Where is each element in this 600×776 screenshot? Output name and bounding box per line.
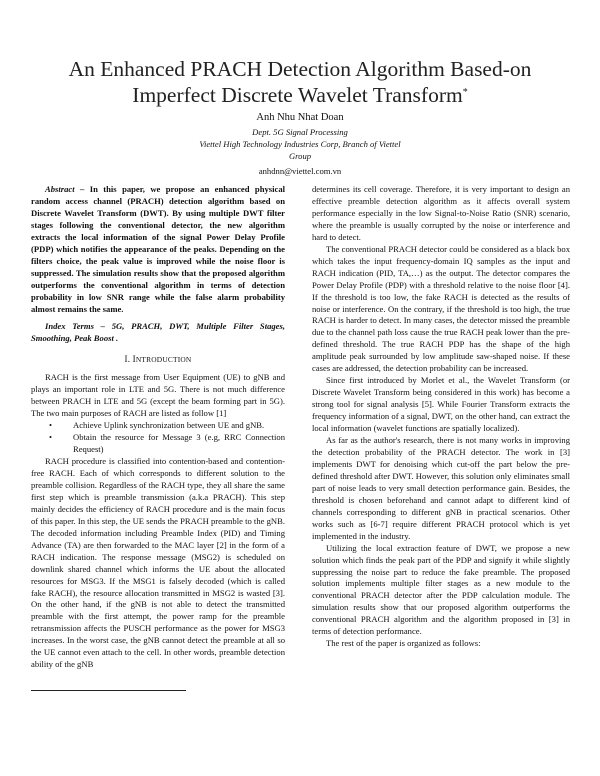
abstract-label: Abstract xyxy=(45,184,75,194)
intro-paragraph-7: Utilizing the local extraction feature of DWT, we propose a new solution which finds the peak part of the PDP and signify it while slightly suppressing the noise part to reduce the fake preamble. The proposed solution implements multiple filter stages as a new module to the conventional PRACH detector after the PDP calculation module. The simulation results show that our proposed algorithm outperforms the conventional PRACH algorithm and the algorithm proposed in [3] in terms of detection performance. xyxy=(312,542,570,637)
intro-paragraph-4: The conventional PRACH detector could be considered as a black box which takes the input frequency-domain IQ samples as the input and RACH indication (PID, TA,…) as the output. The detector compares the Power Delay Profile (PDP) with a threshold relative to the noise floor [4]. If the threshold is too low, the fake RACH is detected as the results of noise or interference. On the contrary, if the threshold is too high, the true RACH is harder to detect. In many cases, the detector missed the preamble due to the channel path loss cause the true RACH peak lower than the pre-defined threshold. The true RACH PDP has the shape of the high amplitude peak surrounded by low amplitude saw-shaped noise. If these cases are addressed, the detection probability can be increased. xyxy=(312,243,570,374)
author-name: Anh Nhu Nhat Doan xyxy=(256,112,344,123)
footnote-divider xyxy=(31,690,186,691)
affiliation-org: Viettel High Technology Industries Corp, Branch of Viettel xyxy=(199,139,401,149)
bullet-icon: • xyxy=(49,432,53,443)
intro-paragraph-8: The rest of the paper is organized as follows: xyxy=(326,638,481,649)
intro-paragraph-6: As far as the author's research, there is not many works in improving the detection probability of the PRACH detector. The work in [3] implements DWT for denoising which cut-off the part below the pre-defined threshold after DWT. However, this solution only eliminates small part of noise leads to very small detection performance gain. Besides, the threshold is chosen beforehand and cannot adapt to different kind of channels corresponding to different gNB in practical scenarios. Other works such as [6-7] require different PRACH protocol which is yet implemented in the industry. xyxy=(312,435,570,541)
intro-paragraph-2: RACH procedure is classified into contention-based and contention-free RACH. Each of which corresponds to different solution to the preamble collision. Regardless of the RACH type, they all share the same first step which is preamble transmission (a.k.a PRACH). This step mainly decides the efficiency of RACH procedure and is the main focus of this paper. In this step, the UE sends the PRACH preamble to the gNB. The decoded information including Preamble Index (PID) and Timing Advance (TA) are then forwarded to the MAC layer [2] in the form of a RACH indication. The response message (MSG2) is scheduled on downlink shared channel which informs the UE about the allocated resources for MSG3. If the MSG1 is falsely decoded (which is called fake RACH), the resource allocation transmitted in MSG2 is wasted [3]. On the other hand, if the gNB is not able to detect the transmitted preamble with the first attempt, the power ramp for the preamble retransmission affects the PUSCH performance as the power for MSG3 increases. In the worst case, the gNB cannot detect the preamble at all so the UE cannot even attach to the cell. In other words, preamble detection ability of the gNB xyxy=(31,456,285,670)
title-line-2: Imperfect Discrete Wavelet Transform xyxy=(132,83,463,107)
bullet-icon: • xyxy=(49,420,53,431)
left-column xyxy=(31,184,285,671)
intro-paragraph-3: determines its cell coverage. Therefore, it is very important to design an effective preamble detection algorithm as it affects overall system performance especially in the low Signal-to-Noise Ratio (SNR) scenario, where the preamble is usually corrupted by the noise or interference and hard to detect. xyxy=(312,184,570,242)
affiliation-group: Group xyxy=(288,151,312,161)
abstract xyxy=(31,184,285,315)
list-item: • Obtain the resource for Message 3 (e.g, RRC Connection Request) xyxy=(49,432,285,455)
intro-paragraph-5: Since first introduced by Morlet et al., the Wavelet Transform (or Discrete Wavelet Transform being considered in this work) has become a strong tool for signal analysis [5]. While Fourier Transform extracts the frequency information of a signal, DWT, on the other hand, can extract the local information (wavelet functions are spatially localized). xyxy=(312,375,570,434)
purpose-list xyxy=(31,420,285,456)
author-email: anhdnn@viettel.com.vn xyxy=(258,166,342,176)
intro-paragraph-1: RACH is the first message from User Equipment (UE) to gNB and plays an important role in LTE and 5G. There is not much difference between PRACH in LTE and 5G (except the beam forming part in 5G). The two main purposes of RACH are listed as follow [1] xyxy=(31,372,285,419)
affiliation-dept: Dept. 5G Signal Processing xyxy=(252,127,348,137)
section-heading-introduction: I. INTRODUCTION xyxy=(124,354,192,365)
title-footnote-mark: * xyxy=(462,87,468,98)
list-item: • Achieve Uplink synchronization between UE and gNB. xyxy=(49,420,265,431)
abstract-text: – In this paper, we propose an enhanced physical random access channel (PRACH) detection algorithm based on Discrete Wavelet Transform (DWT). By using multiple DWT filter stages following the conventional detector, the new algorithm extracts the local information of the signal Power Delay Profile (PDP) which notifies the appearance of the peaks. Depending on the filters choice, the peak value is improved while the noise floor is suppressed. The simulation results show that the proposed algorithm outperforms the conventional algorithm in terms of detection probability in low SNR range while the false alarm probability almost remains the same. xyxy=(31,184,285,314)
paper-title xyxy=(30,56,570,108)
index-terms: Index Terms – 5G, PRACH, DWT, Multiple Filter Stages, Smoothing, Peak Boost . xyxy=(31,321,285,344)
right-column xyxy=(312,184,570,650)
title-line-1: An Enhanced PRACH Detection Algorithm Based-on xyxy=(68,57,532,81)
affiliation xyxy=(100,126,500,162)
